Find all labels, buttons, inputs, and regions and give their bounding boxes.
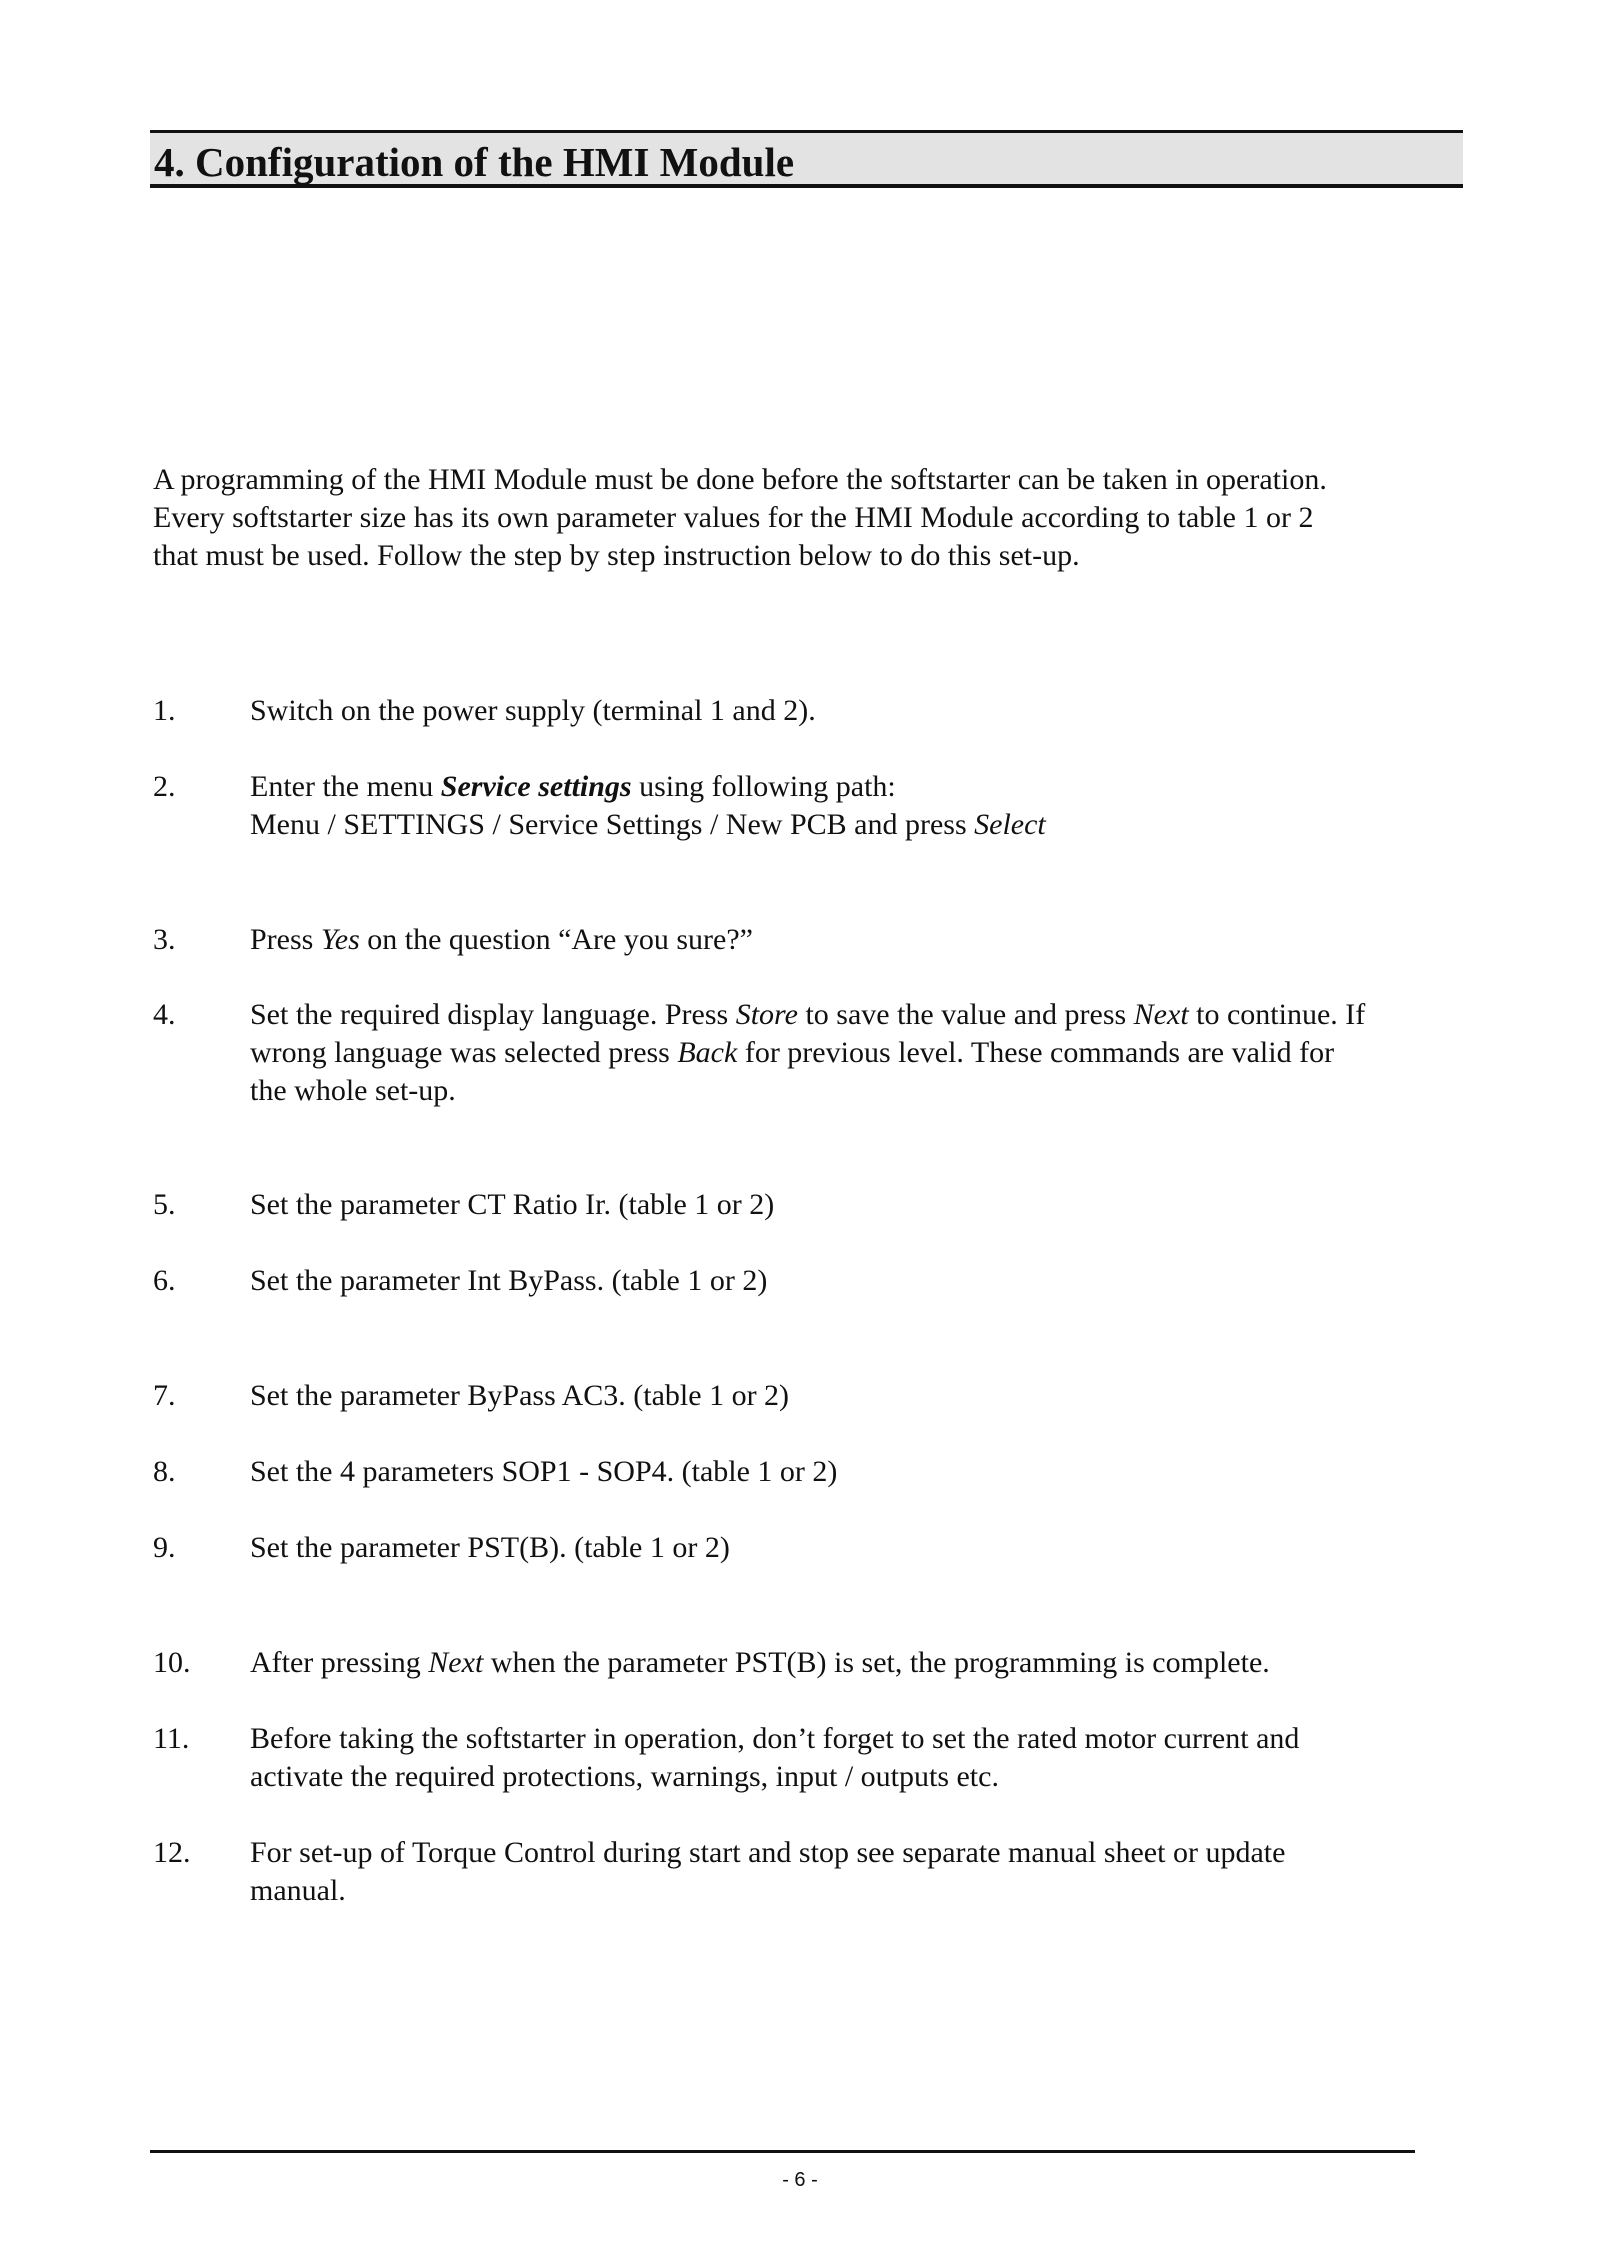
step-text-segment: activate the required protections, warnings, input / outputs etc. (250, 1760, 999, 1793)
menu-name-emphasis: Service settings (440, 770, 632, 803)
step-text-segment: Switch on the power supply (terminal 1 and 2). (250, 694, 816, 727)
intro-line: A programming of the HMI Module must be done before the softstarter can be taken in operation. (153, 463, 1327, 496)
step-text (250, 1453, 1480, 1491)
footer-rule (150, 2150, 1415, 2153)
step-number: 3. (153, 923, 176, 956)
step-text-segment: to save the value and press (797, 998, 1134, 1031)
step-text (250, 921, 1480, 959)
step-text-segment: Set the parameter Int ByPass. (table 1 or 2) (250, 1264, 768, 1297)
section-heading-bar (150, 130, 1463, 188)
step-text-segment: wrong language was selected press (250, 1036, 678, 1069)
step-text (250, 1529, 1480, 1567)
step-number: 2. (153, 770, 176, 803)
step-number: 8. (153, 1455, 176, 1488)
step-line (250, 1186, 1480, 1224)
step-number: 9. (153, 1531, 176, 1564)
ui-command-emphasis: Store (735, 998, 798, 1031)
step-line (250, 1834, 1480, 1872)
intro-line: Every softstarter size has its own parameter values for the HMI Module according to table 1 or 2 (153, 501, 1314, 534)
step-line (250, 768, 1480, 806)
step-text-segment: Set the required display language. Press (250, 998, 736, 1031)
step-text-segment: when the parameter PST(B) is set, the programming is complete. (483, 1646, 1270, 1679)
step-text (250, 692, 1480, 730)
step-text-segment: for previous level. These commands are valid for (737, 1036, 1335, 1069)
step-number: 5. (153, 1188, 176, 1221)
step-line (250, 1377, 1480, 1415)
step-text (250, 1834, 1480, 1910)
step-text-segment: the whole set-up. (250, 1074, 456, 1107)
step-text (250, 768, 1480, 844)
ui-command-emphasis: Select (974, 808, 1046, 841)
step-line (250, 1758, 1480, 1796)
step-text-segment: Before taking the softstarter in operation, don’t forget to set the rated motor current and (250, 1722, 1300, 1755)
step-line (250, 1720, 1480, 1758)
step-text (250, 1644, 1480, 1682)
step-text-segment: to continue. If (1188, 998, 1366, 1031)
step-line (250, 1034, 1480, 1072)
step-text-segment: Menu / SETTINGS / Service Settings / New PCB and press (250, 808, 975, 841)
step-number: 12. (153, 1836, 191, 1869)
section-title: 4. Configuration of the HMI Module (154, 139, 795, 185)
step-text-segment: Set the parameter ByPass AC3. (table 1 or 2) (250, 1379, 790, 1412)
step-line (250, 806, 1480, 844)
intro-line: that must be used. Follow the step by step instruction below to do this set-up. (153, 539, 1080, 572)
ui-command-emphasis: Next (428, 1646, 484, 1679)
step-line (250, 996, 1480, 1034)
step-text-segment: Press (250, 923, 321, 956)
step-number: 10. (153, 1646, 191, 1679)
ui-command-emphasis: Yes (320, 923, 360, 956)
step-number: 11. (153, 1722, 190, 1755)
step-text-segment: Set the parameter PST(B). (table 1 or 2) (250, 1531, 730, 1564)
step-number: 6. (153, 1264, 176, 1297)
ui-command-emphasis: Next (1133, 998, 1189, 1031)
step-line (250, 1072, 1480, 1110)
step-text (250, 1262, 1480, 1300)
step-line (250, 921, 1480, 959)
step-line (250, 1644, 1480, 1682)
step-text-segment: Set the parameter CT Ratio Ir. (table 1 or 2) (250, 1188, 775, 1221)
step-number: 7. (153, 1379, 176, 1412)
step-text (250, 996, 1480, 1110)
step-text-segment: manual. (250, 1874, 346, 1907)
step-text (250, 1720, 1480, 1796)
step-line (250, 1529, 1480, 1567)
step-text-segment: on the question “Are you sure?” (359, 923, 753, 956)
step-text-segment: Set the 4 parameters SOP1 - SOP4. (table 1 or 2) (250, 1455, 838, 1488)
step-line (250, 1453, 1480, 1491)
step-text (250, 1186, 1480, 1224)
step-text-segment: Enter the menu (250, 770, 441, 803)
step-text (250, 1377, 1480, 1415)
step-text-segment: For set-up of Torque Control during start and stop see separate manual sheet or update (250, 1836, 1286, 1869)
step-text-segment: using following path: (631, 770, 896, 803)
intro-paragraph (153, 461, 1473, 575)
page-number: - 6 - (782, 2169, 818, 2191)
step-line (250, 1262, 1480, 1300)
step-text-segment: After pressing (250, 1646, 429, 1679)
ui-command-emphasis: Back (677, 1036, 738, 1069)
step-number: 4. (153, 998, 176, 1031)
step-number: 1. (153, 694, 176, 727)
step-line (250, 1872, 1480, 1910)
step-line (250, 692, 1480, 730)
